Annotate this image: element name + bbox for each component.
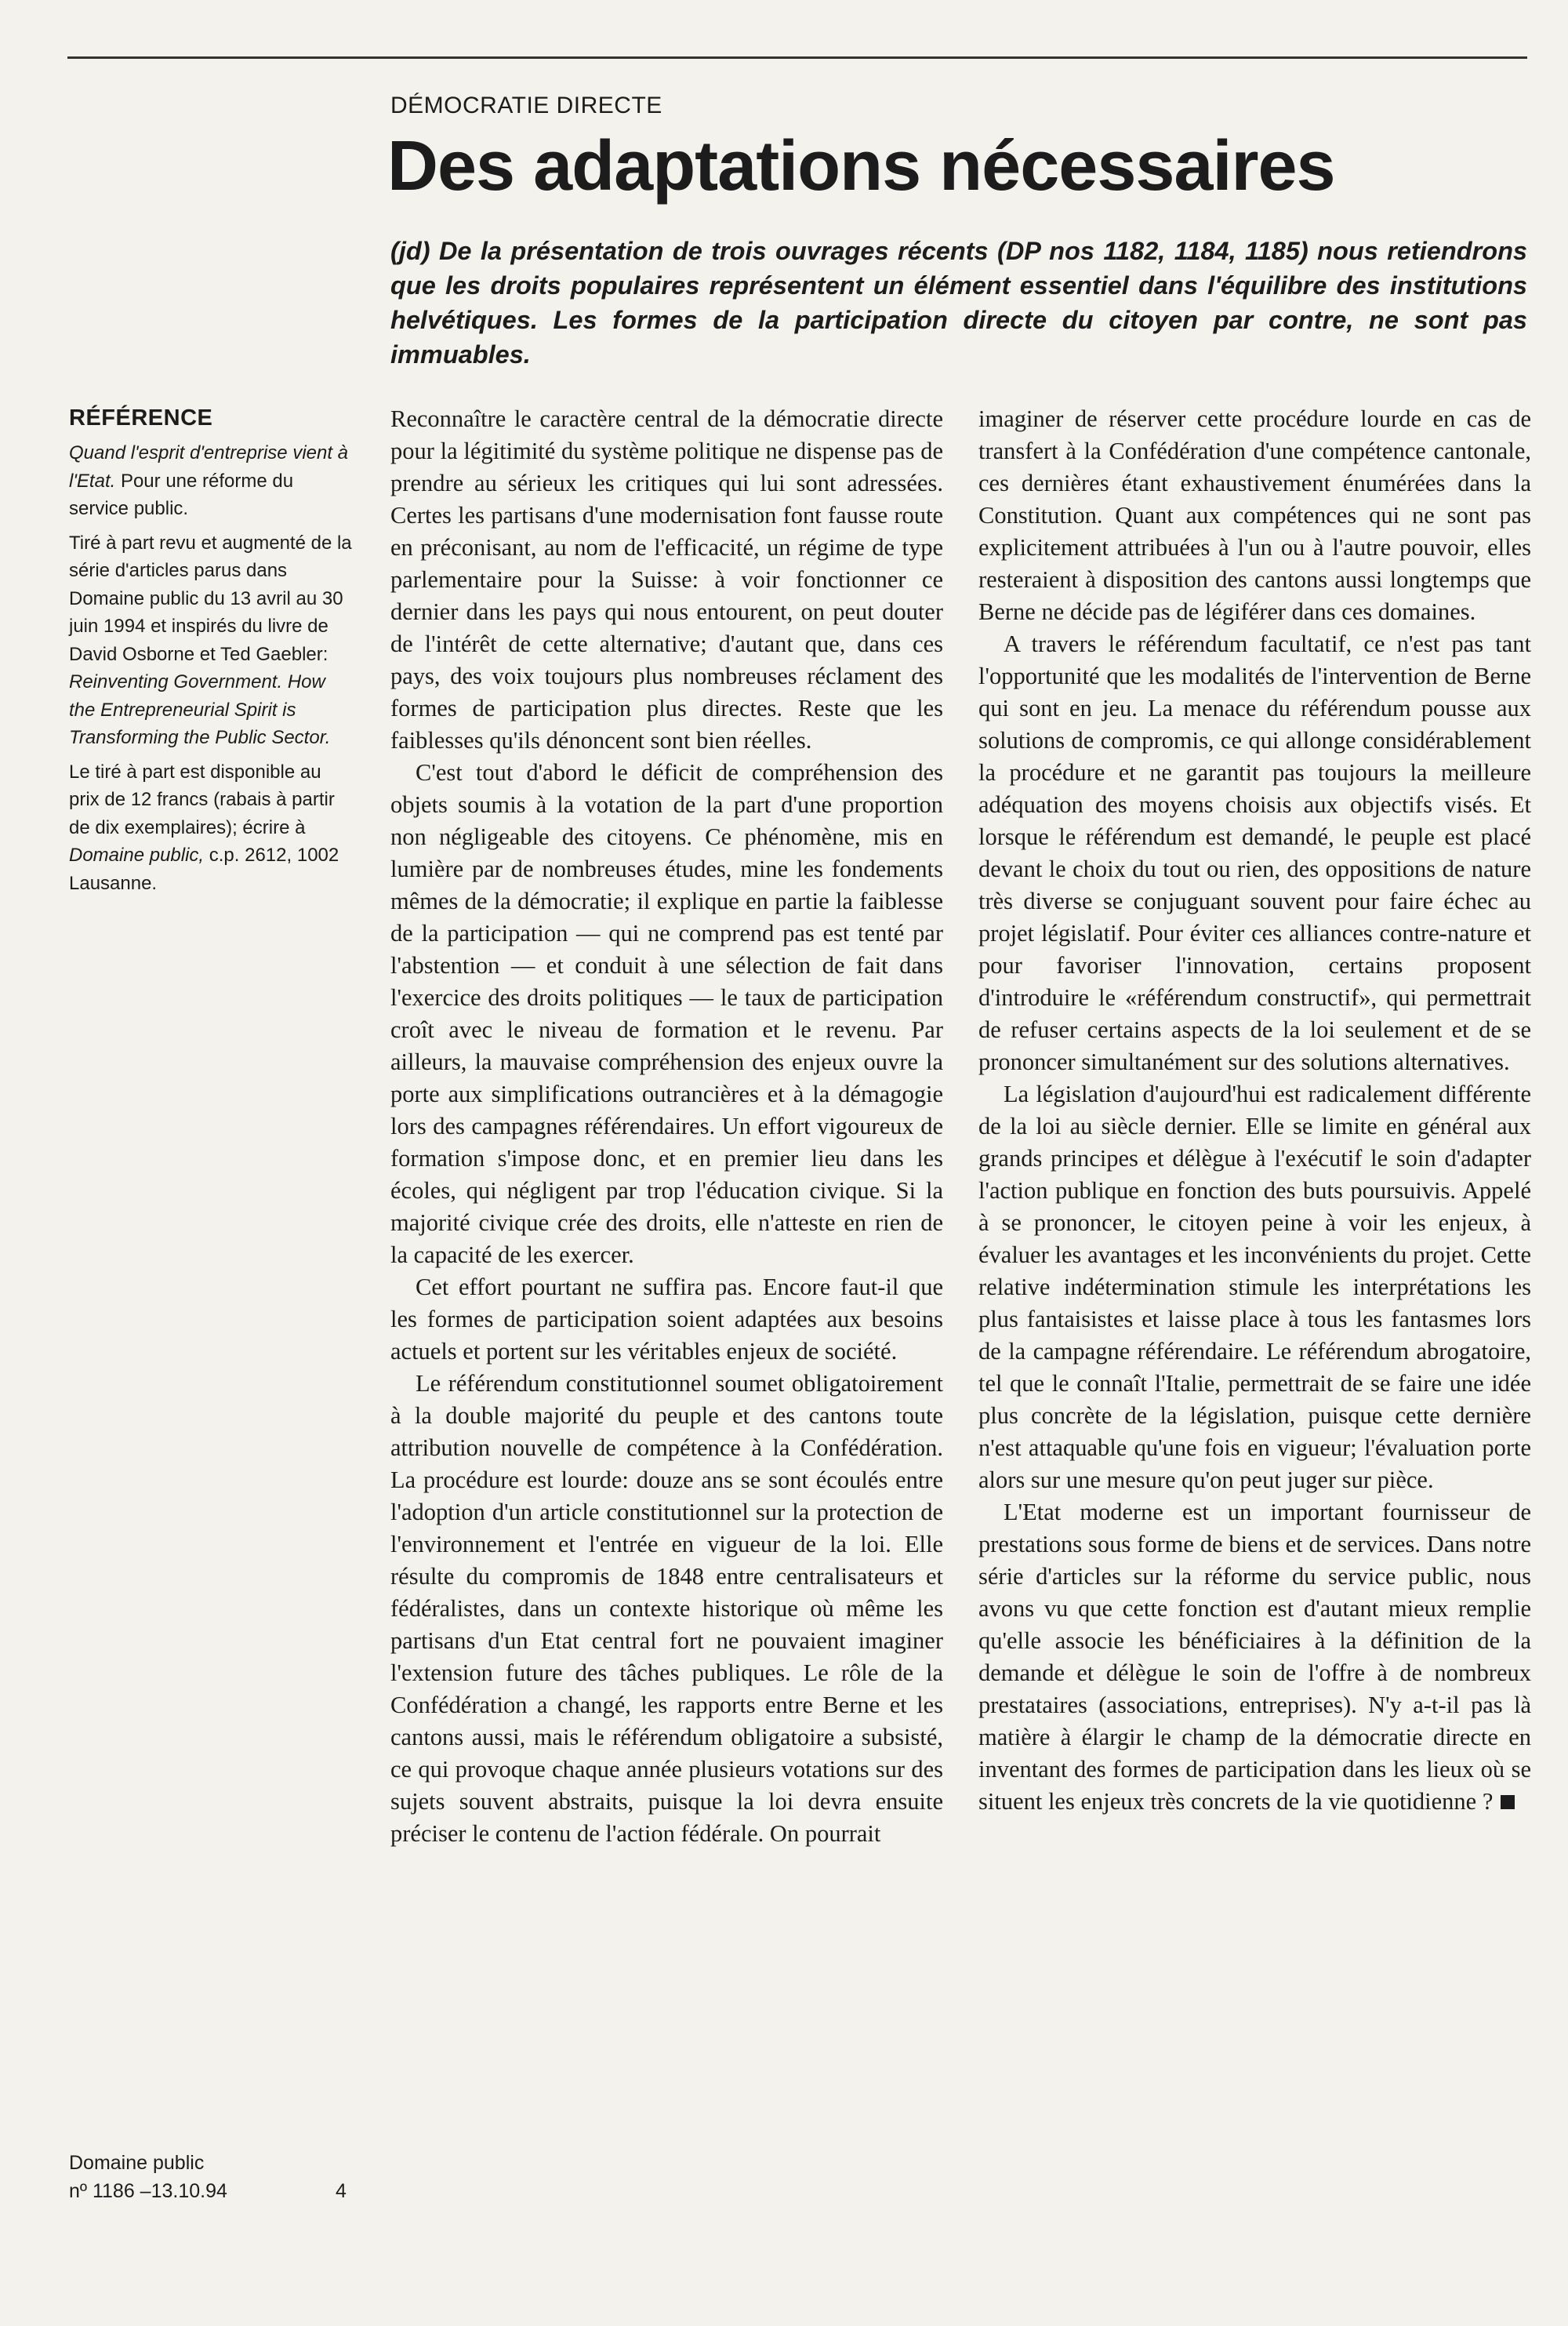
reference-title-italic: Quand l'esprit d'entreprise vient à l'Etat. [69,442,349,492]
reference-subtitle: Pour une réforme du service public. [69,470,294,519]
paragraph: C'est tout d'abord le déficit de compréhension des objets soumis à la votation de la part d'une proportion non négligeable des citoyens. Ce phénomène, mis en lumière par de nombreuses études, mine les fondements mêmes de la démocratie; il explique en partie la faiblesse de la participation — qui ne comprend pas est tenté par l'abstention — et conduit à une sélection de fait dans l'exercice des droits politiques — le taux de participation croît avec le niveau de formation et le revenu. Par ailleurs, la mauvaise compréhension des enjeux ouvre la porte aux simplifications outrancières et à la démagogie lors des campagnes référendaires. Un effort vigoureux de formation s'impose donc, et en premier lieu dans les écoles, qui négligent par trop l'éducation civique. Si la majorité civique crée des droits, elle n'atteste en rien de la capacité de les exercer. [390,759,943,1268]
article-title: Des adaptations nécessaires [387,127,1335,205]
reference-sidebar [69,403,353,903]
reference-heading: RÉFÉRENCE [69,405,213,431]
publication-footer [69,2149,289,2205]
paragraph: Cet effort pourtant ne suffira pas. Encore faut-il que les formes de participation soient adaptées aux besoins actuels et portent sur les véritables enjeux de société. [390,1274,943,1365]
paragraph: imaginer de réserver cette procédure lourde en cas de transfert à la Confédération d'une compétence cantonale, ces dernières étant exhaustivement énumérées dans la Constitution. Quant aux compétences qui ne sont pas explicitement attribuées à l'un ou à l'autre pouvoir, elles resteraient à disposition des cantons aussi longtemps que Berne ne décide pas de légiférer dans ces domaines. [978,405,1531,625]
paragraph [978,1496,1531,1818]
page-number: 4 [336,2180,347,2202]
publication-name: Domaine public [69,2152,205,2174]
end-of-article-mark [1501,1795,1515,1809]
reference-address: c.p. 2612, 1002 Lausanne. [69,845,339,894]
reference-availability-text: Le tiré à part est disponible au prix de 12 francs (rabais à partir de dix exemplaires); écrire à [69,761,335,838]
issue-number: nº 1186 –13.10.94 [69,2180,227,2202]
reference-publisher: Domaine public, [69,845,205,866]
reference-note-text: Tiré à part revu et augmenté de la série d'articles parus dans Domaine public du 13 avril au 30 juin 1994 et inspirés du livre de David Osborne et Ted Gaebler: [69,532,352,665]
paragraph: A travers le référendum facultatif, ce n'est pas tant l'opportunité que les modalités de l'intervention de Berne qui sont en jeu. La menace du référendum pousse aux solutions de compromis, ce qui allonge considérablement la procédure et ne garantit pas toujours la meilleure adéquation des moyens choisis aux objectifs visés. Et lorsque le référendum est demandé, le peuple est placé devant le choix du tout ou rien, des oppositions de nature très diverse se conjuguant souvent pour faire échec au projet législatif. Pour éviter ces alliances contre-nature et pour favoriser l'innovation, certains proposent d'introduire le «référendum constructif», qui permettrait de refuser certains aspects de la loi seulement et de se prononcer simultanément sur des solutions alternatives. [978,631,1531,1075]
paragraph: La législation d'aujourd'hui est radicalement différente de la loi au siècle dernier. Elle se limite en général aux grands principes et délègue à l'exécutif le soin d'adapter l'action publique en fonction des buts poursuivis. Appelé à se prononcer, le citoyen peine à voir les enjeux, à évaluer les avantages et les inconvénients du projet. Cette relative indétermination stimule les interprétations les plus fantaisistes et laisse place à tous les fantasmes lors de la campagne référendaire. Le référendum abrogatoire, tel que le connaît l'Italie, permettrait de se faire une idée plus concrète de la législation, puisque cette dernière n'est attaquable qu'une fois en vigueur; l'évaluation porte alors sur une mesure qu'on peut juger sur pièce. [978,1081,1531,1493]
reference-book-title: Reinventing Government. How the Entrepreneurial Spirit is Transforming the Public Sector. [69,671,331,748]
article-lead: (jd) De la présentation de trois ouvrages récents (DP nos 1182, 1184, 1185) nous retiendrons que les droits populaires représentent un élément essentiel dans l'équilibre des institutions helvétiques. Les formes de la participation directe du citoyen par contre, ne sont pas immuables. [390,237,1527,369]
top-rule [67,56,1527,59]
reference-availability [69,758,353,898]
paragraph: Reconnaître le caractère central de la démocratie directe pour la légitimité du système politique ne dispense pas de prendre au sérieux les critiques qui lui sont adressées. Certes les partisans d'une modernisation font fausse route en préconisant, au nom de l'efficacité, un régime de type parlementaire pour la Suisse: à voir fonctionner ce dernier dans les pays qui nous entourent, on peut douter de l'intérêt de cette alternative; d'autant que, dans ces pays, des voix toujours plus nombreuses réclament des formes de participation plus directes. Reste que les faiblesses qu'ils dénoncent sont bien réelles. [390,405,943,754]
final-paragraph-text: L'Etat moderne est un important fournisseur de prestations sous forme de biens et de services. Dans notre série d'articles sur la réforme du service public, nous avons vu que cette fonction est d'autant mieux remplie qu'elle associe les bénéficiaires à la définition de la demande et délègue le soin de l'offre à de nombreux prestataires (associations, entreprises). N'y a-t-il pas là matière à élargir le champ de la démocratie directe en inventant des formes de participation dans les lieux où se situent les enjeux très concrets de la vie quotidienne ? [978,1499,1531,1815]
body-column-2 [978,403,1531,1818]
paragraph: Le référendum constitutionnel soumet obligatoirement à la double majorité du peuple et des cantons toute attribution nouvelle de compétence à la Confédération. La procédure est lourde: douze ans se sont écoulés entre l'adoption d'un article constitutionnel sur la protection de l'environnement et l'entrée en vigueur de la loi. Elle résulte du compromis de 1848 entre centralisateurs et fédéralistes, dans un contexte historique où même les partisans d'un Etat central fort ne pouvaient imaginer l'extension future des tâches publiques. Le rôle de la Confédération a changé, les rapports entre Berne et les cantons aussi, mais le référendum obligatoire a subsisté, ce qui provoque chaque année plusieurs votations sur des sujets souvent abstraits, puisque la loi devra ensuite préciser le contenu de l'action fédérale. On pourrait [390,1370,943,1847]
reference-title [69,439,353,523]
reference-note [69,529,353,752]
body-column-1 [390,403,943,1850]
section-kicker: DÉMOCRATIE DIRECTE [390,93,662,118]
